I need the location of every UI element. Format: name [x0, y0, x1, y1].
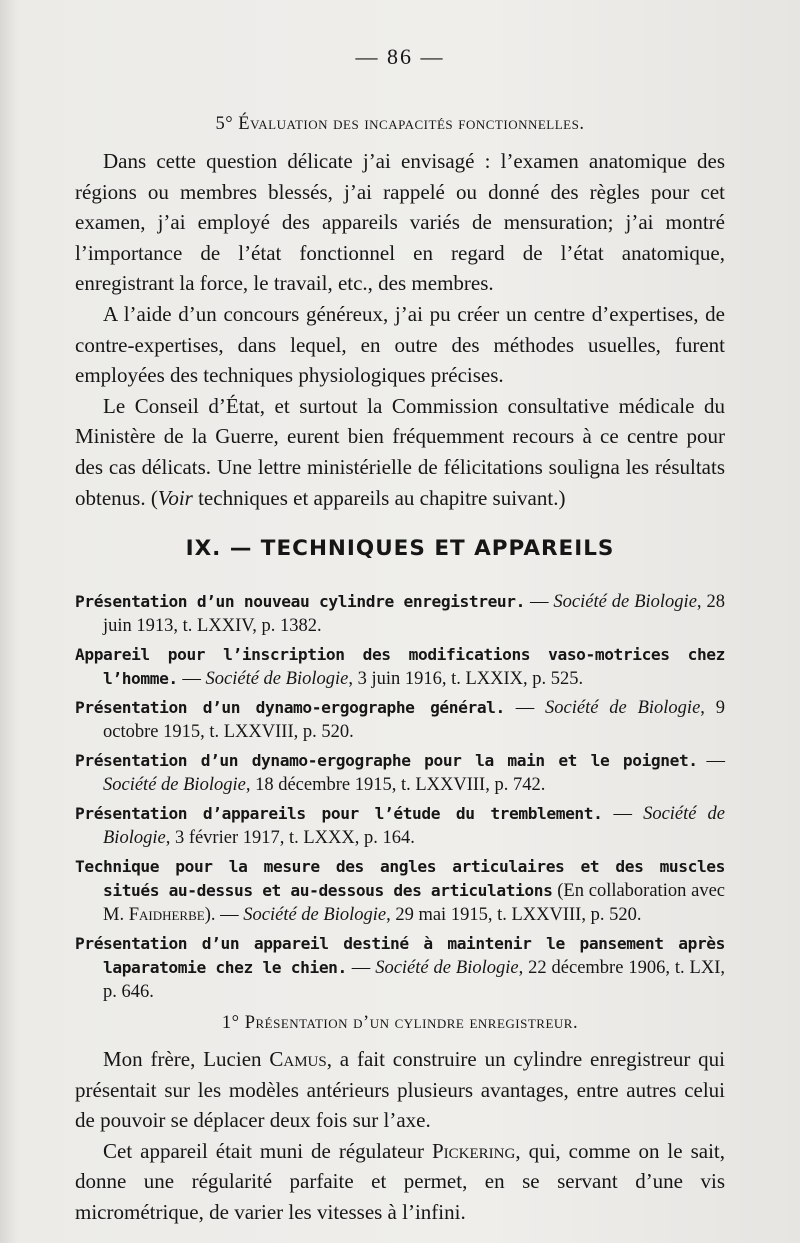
- reference-journal: Société de Biologie: [545, 698, 701, 718]
- reference-journal: Société de Biologie: [375, 958, 519, 978]
- section-5-body: [75, 146, 725, 513]
- text-run: , qui, comme on le sait, donne une régularité parfaite et permet, en se servant d’une vis micrométrique, de varier les vitesses à l’infini.: [75, 1138, 725, 1224]
- reference-collab: (En collaboration avec M.: [103, 881, 726, 925]
- text-run: Cet appareil était muni de régulateur: [103, 1138, 432, 1163]
- reference-item: [75, 749, 725, 797]
- reference-separator: —: [346, 958, 376, 978]
- reference-title: Présentation d’un dynamo-ergographe général.: [75, 698, 505, 717]
- reference-collab-name: Faidherbe: [128, 905, 205, 925]
- reference-journal: Société de Biologie: [205, 669, 349, 689]
- reference-journal: Société de Biologie: [553, 592, 697, 612]
- reference-details: , 3 février 1917, t. LXXX, p. 164.: [165, 828, 415, 848]
- reference-item: [75, 932, 725, 1004]
- person-name-pickering: Pickering: [431, 1138, 516, 1163]
- reference-journal: Société de Biologie: [103, 775, 246, 795]
- reference-title: Technique pour la mesure des angles articulaires et des muscles situés au-dessus et au-dessous des articulations: [75, 857, 725, 900]
- reference-separator: —: [602, 804, 644, 824]
- section-1-body: [75, 1044, 725, 1228]
- reference-title: Présentation d’un dynamo-ergographe pour la main et le poignet.: [75, 751, 698, 770]
- section-1-paragraph-2: [75, 1136, 725, 1228]
- reference-details: , 18 décembre 1915, t. LXXVIII, p. 742.: [245, 775, 546, 795]
- section-5-title: Évaluation des incapacités fonctionnelles.: [238, 114, 585, 134]
- section-1-number: 1°: [221, 1013, 240, 1033]
- text-run: , a fait construire un cylindre enregistreur qui présentait sur les modèles antérieurs plusieurs avantages, entre autres celui de pouvoir se déplacer deux fois sur l’axe.: [75, 1047, 725, 1133]
- section-1-title: Présentation d’un cylindre enregistreur.: [244, 1013, 579, 1033]
- section-5-number: 5°: [215, 114, 234, 134]
- section-5-paragraph-3: [75, 391, 725, 513]
- reference-item: [75, 696, 725, 744]
- reference-collab-close: ).: [204, 905, 216, 925]
- reference-title: Appareil pour l’inscription des modifications vaso-motrices chez l’homme.: [75, 645, 725, 688]
- reference-details: , 9 octobre 1915, t. LXXVIII, p. 520.: [103, 698, 726, 742]
- reference-journal: Société de Biologie: [243, 905, 387, 925]
- note-voir: Voir: [157, 485, 193, 510]
- section-5-paragraph-1: Dans cette question délicate j’ai envisagé : l’examen anatomique des régions ou membres blessés, j’ai rappelé ou donné des règles pour cet examen, j’ai employé des appareils variés de mensuration; j’ai montré l’importance de l’état fonctionnel en regard de l’état anatomique, enregistrant la force, le travail, etc., des membres.: [75, 149, 725, 296]
- reference-item: [75, 855, 725, 927]
- reference-separator: —: [524, 592, 554, 612]
- reference-title: Présentation d’un nouveau cylindre enregistreur.: [75, 592, 525, 611]
- reference-item: [75, 802, 725, 850]
- reference-details: , 3 juin 1916, t. LXXIX, p. 525.: [348, 669, 584, 689]
- section-1-paragraph-1: [75, 1044, 725, 1136]
- reference-separator: —: [177, 669, 206, 689]
- reference-title: Présentation d’appareils pour l’étude du tremblement.: [75, 804, 603, 823]
- reference-list: [75, 590, 725, 1009]
- reference-details: , 22 décembre 1906, t. LXI, p. 646.: [103, 958, 725, 1002]
- note-open: (: [150, 485, 158, 510]
- reference-details: , 29 mai 1915, t. LXXVIII, p. 520.: [386, 905, 642, 925]
- text-run: Mon frère, Lucien: [103, 1047, 270, 1071]
- reference-separator: —: [215, 905, 244, 925]
- reference-details: , 28 juin 1913, t. LXXIV, p. 1382.: [103, 592, 725, 636]
- reference-separator: —: [697, 751, 725, 771]
- paragraph-3-text: Le Conseil d’État, et surtout la Commission consultative médicale du Ministère de la Guerre, eurent bien fréquemment recours à ce centre pour des cas délicats. Une lettre ministérielle de félicitations souligna les résultats obtenus.: [75, 393, 725, 510]
- note-rest: techniques et appareils au chapitre suivant.): [192, 485, 566, 510]
- reference-journal: Société de Biologie: [103, 804, 726, 848]
- reference-item: [75, 643, 725, 691]
- reference-item: [75, 590, 725, 638]
- section-1-heading: [0, 1013, 800, 1034]
- section-5-paragraph-2: A l’aide d’un concours généreux, j’ai pu créer un centre d’expertises, de contre-expertises, dans lequel, en outre des méthodes usuelles, furent employées des techniques physiologiques précises.: [75, 301, 725, 388]
- chapter-title: IX. — TECHNIQUES ET APPAREILS: [185, 536, 615, 561]
- page-number: — 86 —: [355, 44, 445, 69]
- section-5-heading: [0, 114, 800, 135]
- reference-separator: —: [504, 698, 546, 718]
- reference-title: Présentation d’un appareil destiné à maintenir le pansement après laparatomie chez le chien.: [75, 934, 725, 977]
- person-name-camus: Camus: [269, 1047, 327, 1071]
